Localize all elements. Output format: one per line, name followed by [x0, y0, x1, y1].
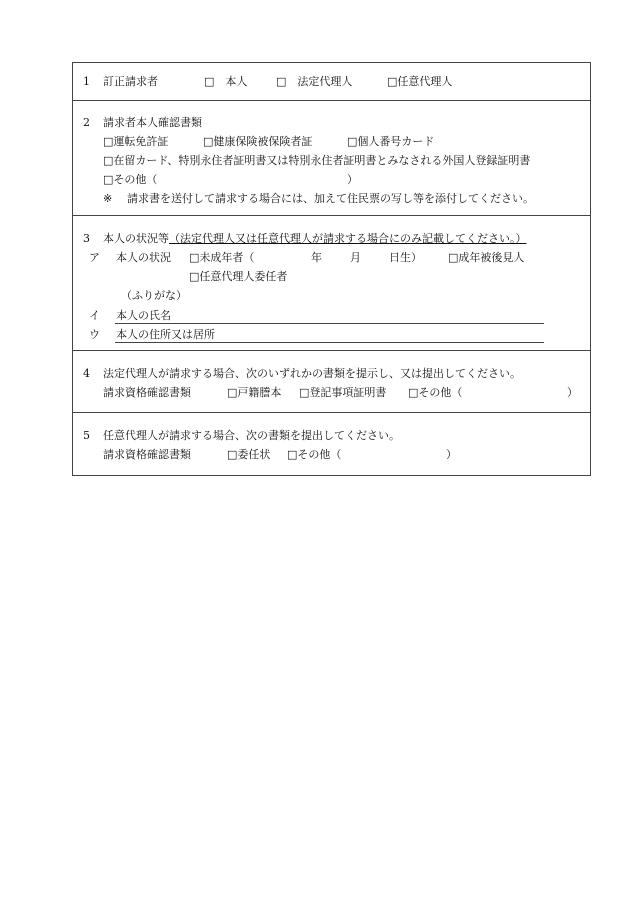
section-5-number: 5: [83, 429, 90, 442]
note-resident-record: 請求書を送付して請求する場合には、加えて住民票の写し等を添付してください。: [127, 192, 534, 205]
section-4-legal-agent-documents: [73, 351, 590, 413]
section-3-title-note: （法定代理人又は任意代理人が請求する場合にのみ記載してください。）: [169, 232, 527, 245]
section-2-title: 請求者本人確認書類: [103, 116, 202, 129]
other-document-close-paren: ）: [347, 173, 358, 186]
section-1-number: 1: [83, 75, 90, 88]
item-a-mark: ア: [89, 251, 100, 264]
principal-address-label: 本人の住所又は居所: [116, 328, 215, 341]
item-u-mark: ウ: [89, 328, 100, 341]
checkbox-my-number-card[interactable]: □個人番号カード: [347, 135, 435, 148]
checkbox-residence-card[interactable]: □在留カード、特別永住者証明書又は特別永住者証明書とみなされる外国人登録証明書: [103, 154, 531, 167]
item-a-label: 本人の状況: [116, 251, 171, 264]
section-3-title: 本人の状況等: [103, 232, 169, 245]
checkbox-voluntary-agent[interactable]: □任意代理人: [387, 75, 453, 88]
checkbox-legal-agent[interactable]: □ 法定代理人: [276, 75, 353, 88]
principal-address-line[interactable]: [115, 342, 544, 343]
checkbox-health-insurance[interactable]: □健康保険被保険者証: [203, 135, 313, 148]
checkbox-registry-certificate[interactable]: □登記事項証明書: [299, 386, 387, 399]
furigana-label: （ふりがな）: [121, 289, 187, 302]
checkbox-minor[interactable]: □未成年者（: [189, 251, 255, 264]
principal-name-line[interactable]: [115, 323, 544, 324]
note-mark: ※: [103, 192, 113, 205]
item-i-mark: イ: [89, 309, 100, 322]
section-4-text: 法定代理人が請求する場合、次のいずれかの書類を提示し、又は提出してください。: [103, 367, 521, 380]
checkbox-family-register[interactable]: □戸籍謄本: [227, 386, 282, 399]
section-4-close-paren: ）: [567, 386, 578, 399]
checkbox-drivers-license[interactable]: □運転免許証: [103, 135, 169, 148]
checkbox-adult-ward[interactable]: □成年被後見人: [448, 251, 525, 264]
section-4-doc-label: 請求資格確認書類: [103, 386, 191, 399]
correction-request-form: [72, 62, 591, 476]
section-5-text: 任意代理人が請求する場合、次の書類を提出してください。: [103, 429, 400, 442]
section-5-voluntary-agent-documents: [73, 413, 590, 475]
checkbox-self[interactable]: □ 本人: [204, 75, 248, 88]
section-3-principal-status: [73, 216, 590, 351]
section-2-identity-documents: [73, 101, 590, 216]
section-4-number: 4: [83, 367, 90, 380]
principal-name-label: 本人の氏名: [116, 309, 171, 322]
section-3-number: 3: [83, 232, 90, 245]
birth-month-label: 月: [350, 251, 361, 264]
section-1-requester: [73, 63, 590, 101]
section-5-close-paren: ）: [446, 448, 457, 461]
checkbox-section-5-other[interactable]: □その他（: [287, 448, 342, 461]
checkbox-voluntary-agent-delegator[interactable]: □任意代理人委任者: [189, 270, 288, 283]
section-1-title: 訂正請求者: [103, 75, 158, 88]
section-5-doc-label: 請求資格確認書類: [103, 448, 191, 461]
checkbox-other-document[interactable]: □その他（: [103, 173, 158, 186]
checkbox-section-4-other[interactable]: □その他（: [408, 386, 463, 399]
checkbox-power-of-attorney[interactable]: □委任状: [227, 448, 271, 461]
section-2-number: 2: [83, 116, 90, 129]
birth-day-label: 日生）: [389, 251, 422, 264]
birth-year-label: 年: [311, 251, 322, 264]
